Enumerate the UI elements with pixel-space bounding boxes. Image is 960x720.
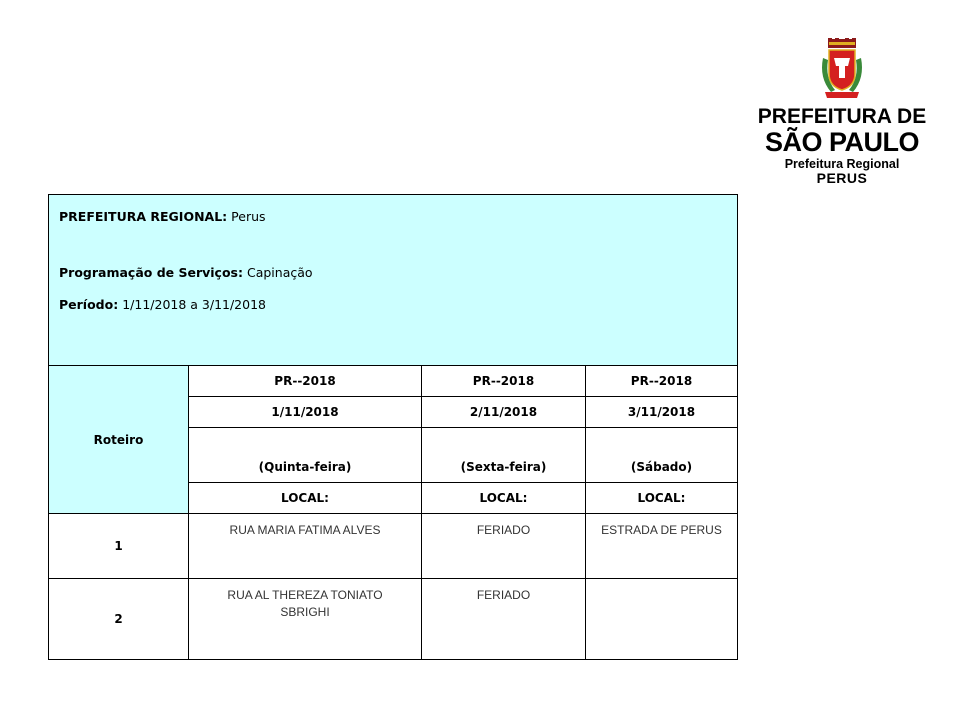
table-cell: FERIADO: [422, 514, 586, 579]
schedule-table: [48, 194, 738, 660]
column-date: 1/11/2018: [189, 397, 422, 428]
table-cell: FERIADO: [422, 579, 586, 660]
column-date: 2/11/2018: [422, 397, 586, 428]
column-code: PR--2018: [586, 366, 738, 397]
logo-line-2: SÃO PAULO: [764, 127, 919, 157]
row-number: 2: [49, 579, 189, 660]
regional-value: Perus: [231, 209, 266, 224]
logo-line-1: PREFEITURA DE: [757, 105, 927, 128]
column-local: LOCAL:: [586, 483, 738, 514]
table-row: [49, 514, 738, 579]
column-local: LOCAL:: [189, 483, 422, 514]
column-date: 3/11/2018: [586, 397, 738, 428]
programacao-label: Programação de Serviços:: [59, 265, 243, 280]
periodo-value: 1/11/2018 a 3/11/2018: [122, 297, 266, 312]
logo-line-4: PERUS: [816, 170, 868, 186]
column-code: PR--2018: [189, 366, 422, 397]
regional-line: [59, 209, 727, 224]
table-row: [49, 579, 738, 660]
column-code: PR--2018: [422, 366, 586, 397]
column-weekday: (Sexta-feira): [422, 428, 586, 483]
table-cell: [586, 579, 738, 660]
table-cell: RUA MARIA FATIMA ALVES: [189, 514, 422, 579]
column-weekday: (Quinta-feira): [189, 428, 422, 483]
coat-of-arms-icon: [817, 38, 867, 100]
prefeitura-logo: [752, 38, 932, 198]
table-cell: RUA AL THEREZA TONIATO SBRIGHI: [189, 579, 422, 660]
programacao-line: [59, 265, 727, 280]
logo-line-3: Prefeitura Regional: [784, 157, 900, 171]
periodo-label: Período:: [59, 297, 119, 312]
column-weekday: (Sábado): [586, 428, 738, 483]
periodo-line: [59, 297, 727, 312]
header-info-cell: [49, 195, 738, 366]
programacao-value: Capinação: [246, 265, 313, 280]
roteiro-header: Roteiro: [49, 366, 189, 514]
table-cell: ESTRADA DE PERUS: [586, 514, 738, 579]
column-local: LOCAL:: [422, 483, 586, 514]
regional-label: PREFEITURA REGIONAL:: [59, 209, 228, 224]
row-number: 1: [49, 514, 189, 579]
